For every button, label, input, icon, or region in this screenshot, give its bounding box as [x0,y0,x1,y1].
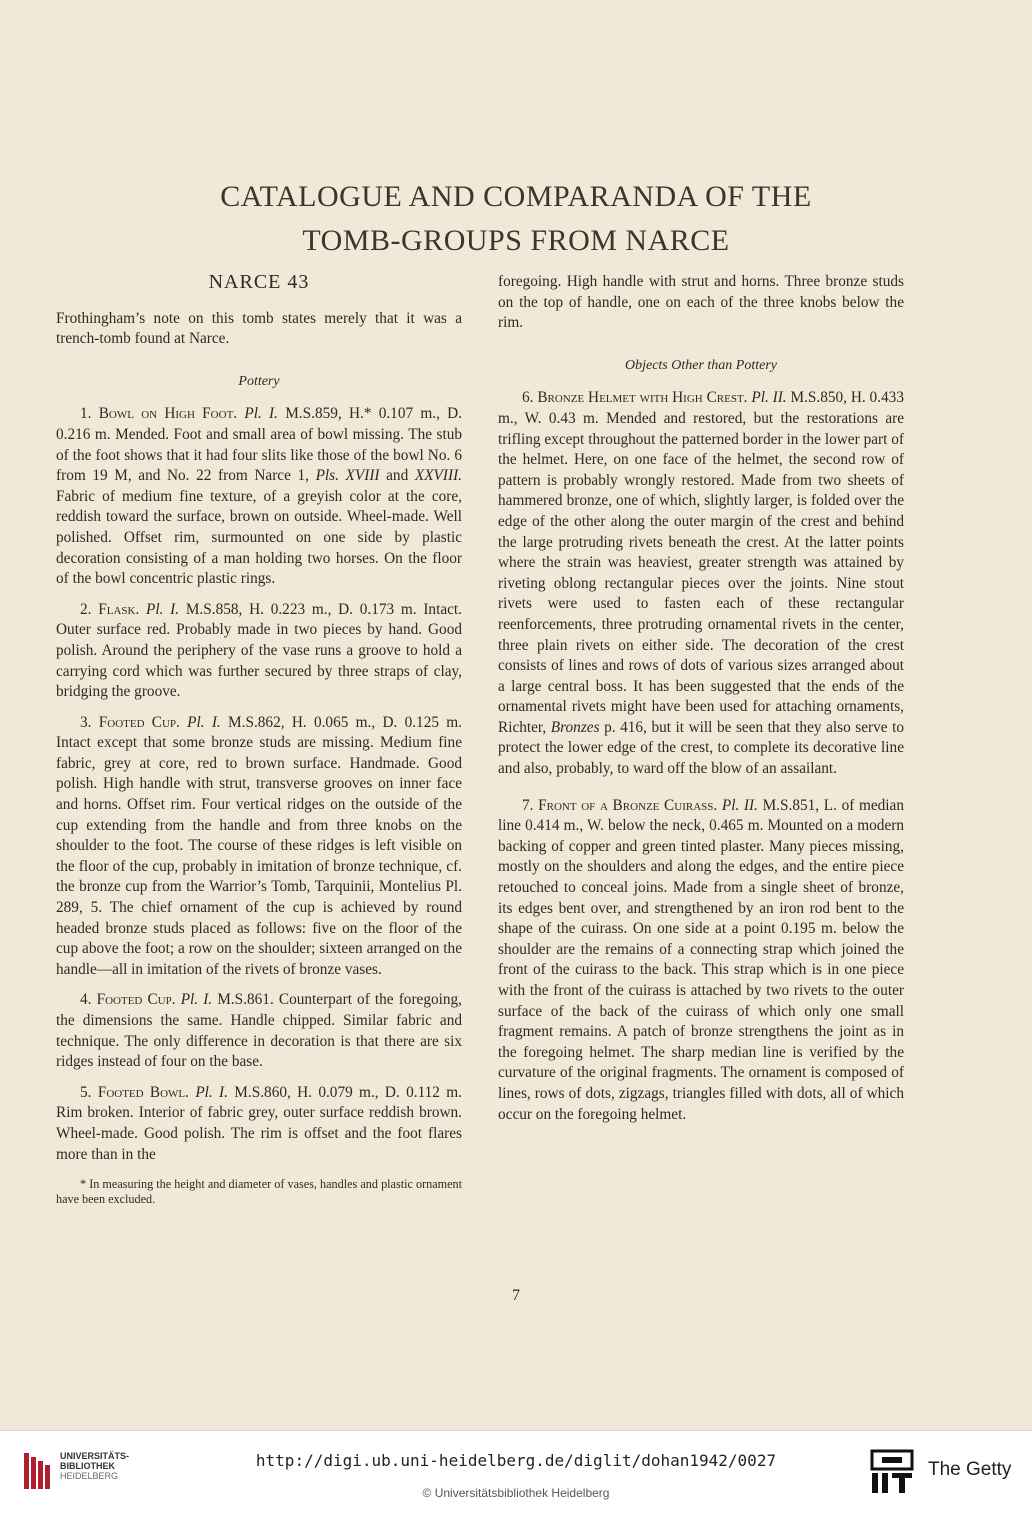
subheading-other-objects: Objects Other than Pottery [624,357,778,373]
title-line-1: CATALOGUE AND COMPARANDA OF THE [220,180,812,213]
section-heading: NARCE 43 [208,271,310,293]
subheading-pottery: Pottery [238,373,280,389]
left-column [56,272,462,1207]
getty-label: The Getty [928,1459,1012,1480]
entry-3: 3. Footed Cup. Pl. I. M.S.862, H. 0.065 m., D. 0.125 m. Intact except that some bronze studs are missing. Medium fine fabric, grey at core, red to brown surface. Handmade. Good polish. High handle with strut, transverse grooves on inner face and horns. Offset rim. Four vertical ridges on the outside of the cup extending from the handle and from three knobs on the shoulder to the foot. The course of these ridges is left visible on the floor of the cup, probably in imitation of bronze technique, cf. the bronze cup from the Warrior’s Tomb, Tarquinii, Montelius Pl. 289, 5. The chief ornament of the cup is achieved by round headed bronze studs placed as follows: five on the floor of the cup above the foot; a row on the shoulder; sixteen arranged on the handle—all in imitation of the rivets of bronze vases. [56,713,462,978]
intro-paragraph: Frothingham’s note on this tomb states merely that it was a trench-tomb found at Narce. [56,309,462,348]
university-library-name: UNIVERSITÄTS- BIBLIOTHEK HEIDELBERG [60,1451,130,1481]
entry-7: 7. Front of a Bronze Cuirass. Pl. II. M.S.851, L. of median line 0.414 m., W. below the neck, 0.465 m. Mounted on a modern backing of copper and green tinted plaster. Many pieces missing, mostly on the shoulders and along the edges, and the entire piece retouched to conceal joins. Made from a single sheet of bronze, its edges bent over, and strengthened by an iron rod bent to the shape of the cuirass. On one side at a point 0.195 m. below the shoulder are the remains of a connecting strap which joined the front of the cuirass to the back. This strap which is in one piece with the front of the cuirass is attached by two rivets to the outer surface of the back of the cuirass of which only one small fragment remains. A patch of bronze strengthens the joint as in the foregoing helmet. The sharp median line is verified by the curvature of the original fragments. The ornament is composed of lines, rows of dots, zigzags, triangles filled with dots, all of which occur on the foregoing helmet. [498,796,904,1123]
entry-1: 1. Bowl on High Foot. Pl. I. M.S.859, H.* 0.107 m., D. 0.216 m. Mended. Foot and small area of bowl missing. The stub of the foot shows that it had four slits like those of the bowl No. 6 from 19 M, and No. 22 from Narce 1, Pls. XVIII and XXVIII. Fabric of medium fine texture, of a greyish color at the core, reddish toward the surface, brown on outside. Wheel-made. Well polished. Offset rim, surmounted on one side by plastic decoration consisting of a man holding two horses. On the floor of the bowl concentric plastic rings. [56,405,463,588]
copyright: © Universitätsbibliothek Heidelberg [422,1486,610,1500]
entry-4: 4. Footed Cup. Pl. I. M.S.861. Counterpart of the foregoing, the dimensions the same. Handle chipped. Similar fabric and technique. The only difference in decoration is that there are six ridges instead of four on the base. [56,991,462,1071]
title-line-2: TOMB-GROUPS FROM NARCE [302,224,730,257]
entry-6: 6. Bronze Helmet with High Crest. Pl. II. M.S.850, H. 0.433 m., W. 0.43 m. Mended and restored, but the restorations are trifling except throughout the patterned border in the lower part of the helmet. Here, on one face of the helmet, the second row of pattern is probably wrongly restored. Made from two sheets of hammered bronze, one of which, slightly larger, is folded over the edge of the other along the outer margin of the crest and behind the large protruding rivets beneath the crest. At the latter points where the strain was heaviest, greater strength was attained by riveting oblong rectangular pieces over the joints. Nine stout rivets were used to fasten each of these rectangular reenforcements, three protruding ornamental rivets in the center, three plain rivets on either side. The decoration of the crest consists of lines and rows of dots of various sizes arranged about a large central boss. It has been suggested that the ends of the ornamental rivets might have been used for attaching ornaments, Richter, Bronzes p. 416, but it will be seen that they also serve to protect the lower edge of the crest, to complete its decorative line and also, probably, to ward off the blow of an assailant. [498,389,904,778]
entry-5: 5. Footed Bowl. Pl. I. M.S.860, H. 0.079 m., D. 0.112 m. Rim broken. Interior of fabric grey, outer surface reddish brown. Wheel-made. Good polish. The rim is offset and the foot flares more than in the [56,1083,462,1163]
getty-logo-icon [870,1449,914,1495]
entry-5-continued: foregoing. High handle with strut and horns. Three bronze studs on the top of handle, one on each of the three knobs below the rim. [498,273,904,332]
footnote: * In measuring the height and diameter of vases, handles and plastic ornament have been excluded. [56,1177,462,1207]
page-number: 7 [512,1287,520,1304]
permalink[interactable]: http://digi.ub.uni-heidelberg.de/diglit/dohan1942/0027 [255,1451,777,1470]
viewer-footer [0,1430,1032,1513]
entry-2: 2. Flask. Pl. I. M.S.858, H. 0.223 m., D. 0.173 m. Intact. Outer surface red. Probably made in two pieces by hand. Good polish. Around the periphery of the vase runs a groove to hold a carrying cord which was further secured by three straps of clay, bridging the groove. [56,600,462,701]
right-column [498,272,904,1125]
